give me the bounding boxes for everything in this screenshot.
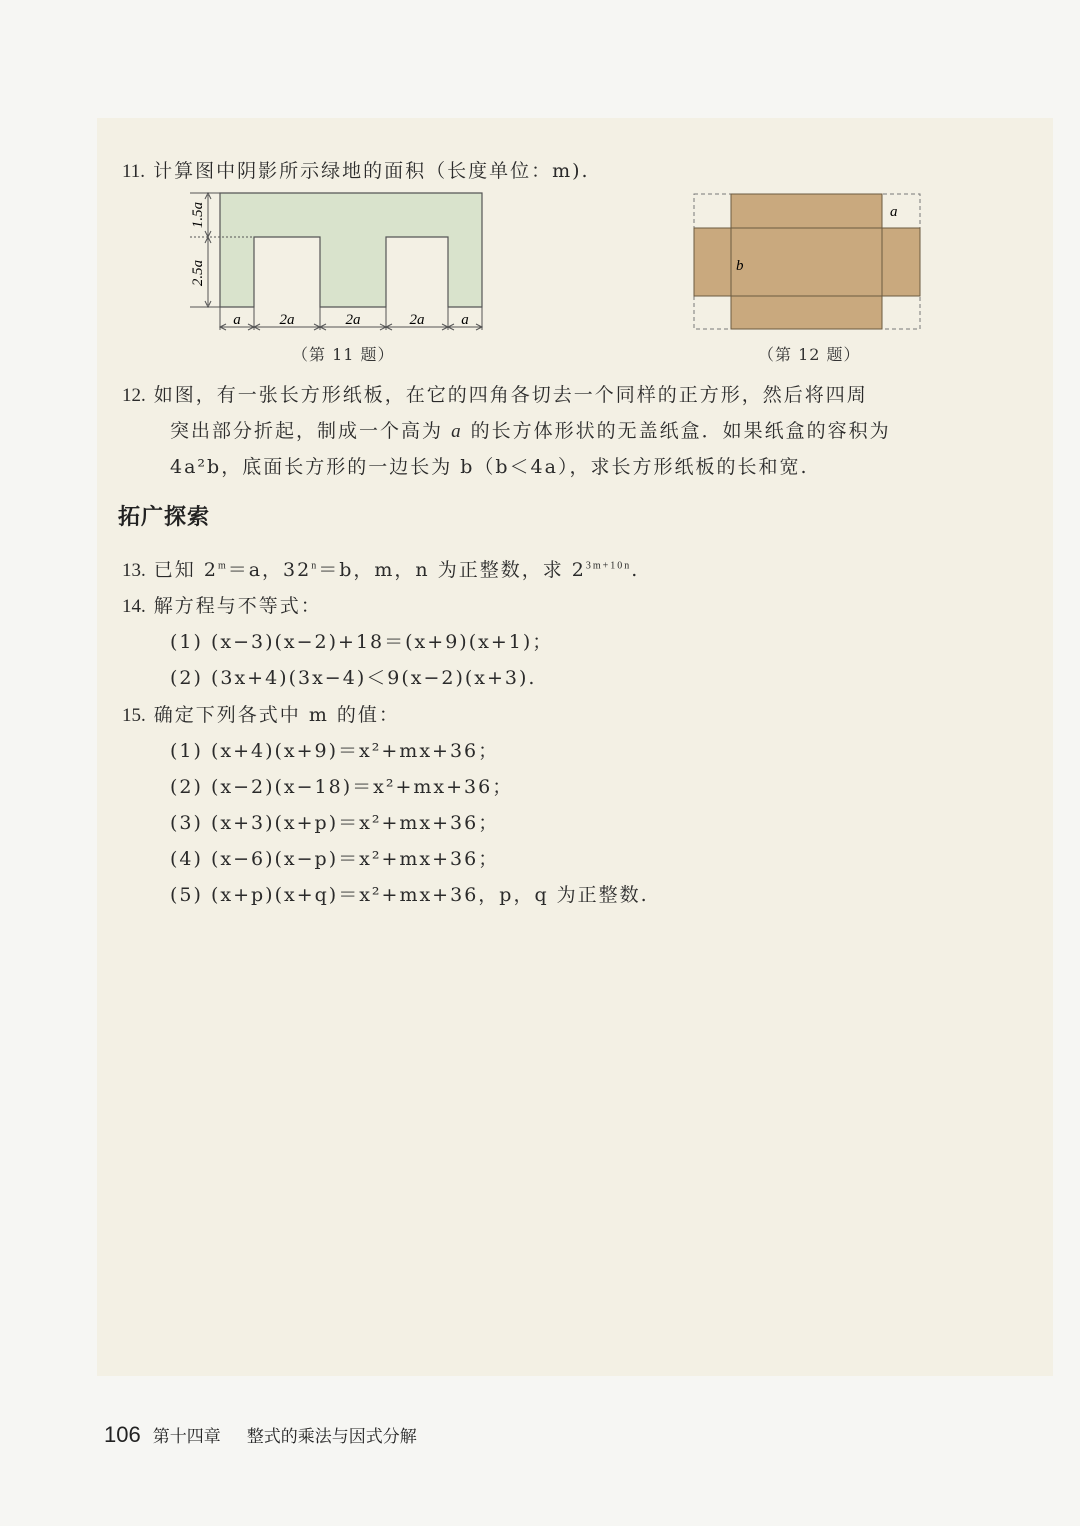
box-net <box>694 194 920 329</box>
chapter-title: 整式的乘法与因式分解 <box>246 1427 417 1447</box>
label-w4: 2a <box>409 312 425 328</box>
figure-12 <box>690 190 925 335</box>
chapter-label: 第十四章 <box>152 1427 221 1447</box>
problem-15-item-1: (1) (x+4)(x+9)＝x²+mx+36； <box>170 740 500 762</box>
label-w1: a <box>233 312 241 328</box>
label-w5: a <box>461 312 469 328</box>
problem-12-line2: 突出部分折起，制成一个高为 a 的长方体形状的无盖纸盒．如果纸盒的容积为 <box>170 420 891 442</box>
problem-12-line1: 12. 如图，有一张长方形纸板，在它的四角各切去一个同样的正方形，然后将四周 <box>122 384 868 406</box>
problem-12-line3: 4a²b，底面长方形的一边长为 b（b＜4a），求长方形纸板的长和宽. <box>170 456 809 478</box>
page-footer <box>104 1422 417 1448</box>
label-b: b <box>736 258 744 274</box>
problem-15: 15. 确定下列各式中 m 的值： <box>122 704 400 726</box>
section-title: 拓广探索 <box>118 505 211 530</box>
problem-11: 11. 计算图中阴影所示绿地的面积（长度单位：m). <box>122 160 590 182</box>
green-area <box>220 193 482 307</box>
label-2-5a: 2.5a <box>190 259 206 287</box>
figure-12-caption: （第 12 题） <box>758 345 861 364</box>
label-w3: 2a <box>345 312 361 328</box>
label-a: a <box>890 204 898 220</box>
label-1-5a: 1.5a <box>190 201 206 229</box>
problem-11-text: 计算图中阴影所示绿地的面积（长度单位：m). <box>153 160 590 182</box>
label-w2: 2a <box>279 312 295 328</box>
page-number: 106 <box>104 1422 141 1447</box>
problem-14-item-2: (2) (3x+4)(3x−4)＜9(x−2)(x+3). <box>170 667 537 689</box>
problem-15-item-3: (3) (x+3)(x+p)＝x²+mx+36； <box>170 812 500 834</box>
problem-14: 14. 解方程与不等式： <box>122 595 322 617</box>
problem-15-item-5: (5) (x+p)(x+q)＝x²+mx+36，p，q 为正整数. <box>170 884 649 906</box>
problem-13: 13. 已知 $2^m=a$，$32^n=b$，m，n 为正整数，求 $2^{3m+10n}$. <box>122 559 640 581</box>
problem-15-item-2: (2) (x−2)(x−18)＝x²+mx+36； <box>170 776 514 798</box>
figure-11 <box>180 185 490 335</box>
problem-15-item-4: (4) (x−6)(x−p)＝x²+mx+36； <box>170 848 500 870</box>
figure-11-caption: （第 11 题） <box>292 345 395 364</box>
problem-14-item-1: (1) (x−3)(x−2)+18＝(x+9)(x+1)； <box>170 631 554 653</box>
